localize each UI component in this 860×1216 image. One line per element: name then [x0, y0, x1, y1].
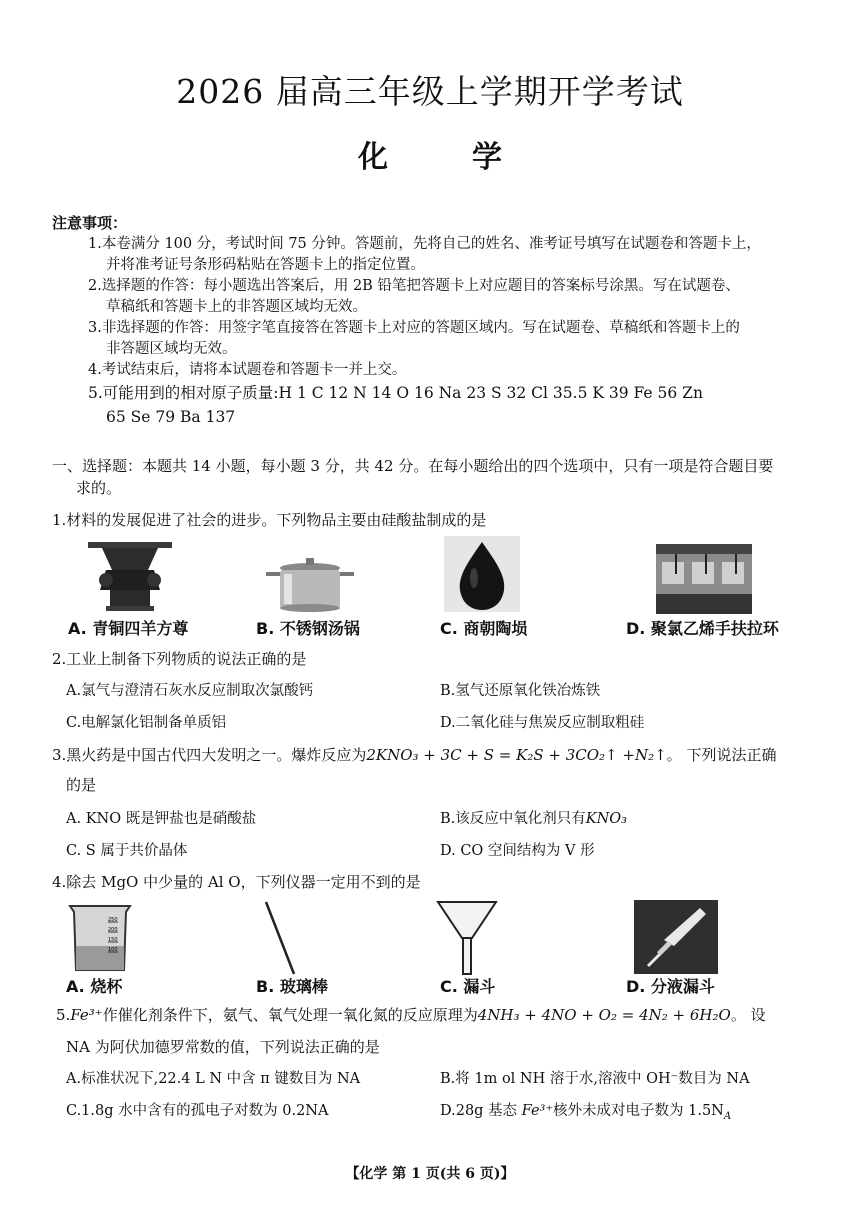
section-heading-line: 求的。: [76, 479, 122, 497]
option-text: D.28g 基态: [440, 1103, 518, 1119]
question-1-images: [60, 536, 800, 640]
question-4-images: [60, 896, 800, 996]
question-5-stem: 5.Fe³⁺作催化剂条件下，氨气、氧气处理一氧化氮的反应原理为4NH₃ + 4NO + O₂ = 4N₂ + 6H₂O。 设: [56, 1006, 766, 1024]
subject-char-2: 学: [472, 140, 502, 175]
page-footer: 【化学 第 1 页(共 6 页)】: [345, 1166, 515, 1182]
stem-text: 。 下列说法正确: [666, 746, 777, 764]
option-caption: C. 商朝陶埙: [440, 619, 528, 638]
question-5-stem-cont: NA 为阿伏加德罗常数的值，下列说法正确的是: [66, 1038, 380, 1056]
notice-line: 草稿纸和答题卡上的非答题区域均无效。: [106, 299, 367, 315]
formula: KNO₃: [585, 811, 627, 827]
notice-heading: 注意事项：: [52, 214, 128, 232]
beaker-mark: 250: [108, 917, 118, 923]
option-caption: A. 青铜四羊方尊: [68, 619, 189, 638]
option-caption: C. 漏斗: [440, 977, 496, 996]
separatory-funnel-icon: [634, 900, 718, 974]
beaker-mark: 100: [108, 947, 118, 953]
option-d: D.二氧化硅与焦炭反应制取粗硅: [440, 715, 645, 731]
notice-line: 4.考试结束后，请将本试题卷和答题卡一并上交。: [88, 362, 407, 378]
option-caption: D. 聚氯乙烯手扶拉环: [626, 619, 779, 638]
option-caption: B. 不锈钢汤锅: [256, 619, 360, 638]
question-4-stem: 4.除去 MgO 中少量的 Al O，下列仪器一定用不到的是: [52, 873, 421, 891]
notice-line: 65 Se 79 Ba 137: [106, 408, 236, 426]
option-a: A. KNO 既是钾盐也是硝酸盐: [66, 811, 257, 827]
question-2-stem: 2.工业上制备下列物质的说法正确的是: [52, 650, 307, 668]
funnel-icon: [434, 898, 500, 976]
stem-text: 。 设: [730, 1006, 766, 1024]
option-d: D. CO 空间结构为 V 形: [440, 843, 595, 859]
option-a: A.氯气与澄清石灰水反应制取次氯酸钙: [66, 683, 314, 699]
beaker-icon: [64, 902, 136, 974]
option-d: [440, 1101, 731, 1127]
clay-xun-icon: [444, 536, 520, 612]
option-a: A.标准状况下,22.4 L N 中含 π 键数目为 NA: [66, 1071, 361, 1087]
bronze-vessel-icon: [80, 540, 180, 612]
exam-title: 2026 届高三年级上学期开学考试: [176, 72, 684, 111]
subject-char-1: 化: [358, 140, 388, 175]
question-3-stem-cont: 的是: [66, 776, 97, 794]
ion-formula: Fe³⁺: [70, 1006, 103, 1024]
notice-line: 2.选择题的作答：每小题选出答案后，用 2B 铅笔把答题卡上对应题目的答案标号涂黑。写在试题卷、: [88, 278, 740, 294]
beaker-mark: 150: [108, 937, 118, 943]
notice-line: 并将准考证号条形码粘贴在答题卡上的指定位置。: [106, 257, 425, 273]
stem-text: 3.黑火药是中国古代四大发明之一。爆炸反应为: [52, 746, 367, 764]
section-heading: [52, 455, 822, 499]
option-c: C.电解氯化铝制备单质铝: [66, 715, 227, 731]
option-caption: B. 玻璃棒: [256, 977, 328, 996]
subject-title: [0, 140, 860, 176]
option-c: C.1.8g 水中含有的孤电子对数为 0.2NA: [66, 1103, 329, 1119]
section-heading-line: 一、选择题：本题共 14 小题，每小题 3 分，共 42 分。在每小题给出的四个选项中，只有一项是符合题目要: [52, 457, 774, 475]
option-value: 1.5N: [688, 1103, 724, 1119]
notice-line: 1.本卷满分 100 分，考试时间 75 分钟。答题前，先将自己的姓名、准考证号填写在试题卷和答题卡上，: [88, 236, 761, 252]
option-text: 核外未成对电子数为: [553, 1103, 684, 1119]
notice-list: [88, 234, 828, 429]
reaction-equation: 2KNO₃ + 3C + S = K₂S + 3CO₂↑ +N₂↑: [366, 746, 667, 764]
option-c: C. S 属于共价晶体: [66, 843, 188, 859]
notice-line: 非答题区域均无效。: [106, 341, 237, 357]
question-1-stem: 1.材料的发展促进了社会的进步。下列物品主要由硅酸盐制成的是: [52, 511, 487, 529]
option-caption: D. 分液漏斗: [626, 977, 715, 996]
beaker-mark: 200: [108, 927, 118, 933]
glass-rod-icon: [260, 900, 300, 976]
question-3-stem: [52, 744, 822, 766]
ion-formula: Fe³⁺: [521, 1103, 553, 1119]
option-text: B.该反应中氧化剂只有: [440, 811, 586, 827]
option-b: B.氢气还原氧化铁冶炼铁: [440, 683, 601, 699]
reaction-equation: 4NH₃ + 4NO + O₂ = 4N₂ + 6H₂O: [477, 1006, 731, 1024]
notice-line: 3.非选择题的作答：用签字笔直接答在答题卡上对应的答题区域内。写在试题卷、草稿纸和答题卡上的: [88, 320, 740, 336]
subway-handle-icon: [656, 544, 752, 614]
notice-line: 5.可能用到的相对原子质量:H 1 C 12 N 14 O 16 Na 23 S 32 Cl 35.5 K 39 Fe 56 Zn: [88, 384, 703, 402]
option-caption: A. 烧杯: [66, 977, 123, 996]
stainless-pot-icon: [266, 556, 354, 614]
stem-text: 作催化剂条件下，氨气、氧气处理一氧化氮的反应原理为: [102, 1006, 478, 1024]
option-b: B.将 1m ol NH 溶于水,溶液中 OH⁻数目为 NA: [440, 1071, 750, 1087]
option-subscript: A: [723, 1110, 732, 1122]
option-b: [440, 809, 627, 829]
